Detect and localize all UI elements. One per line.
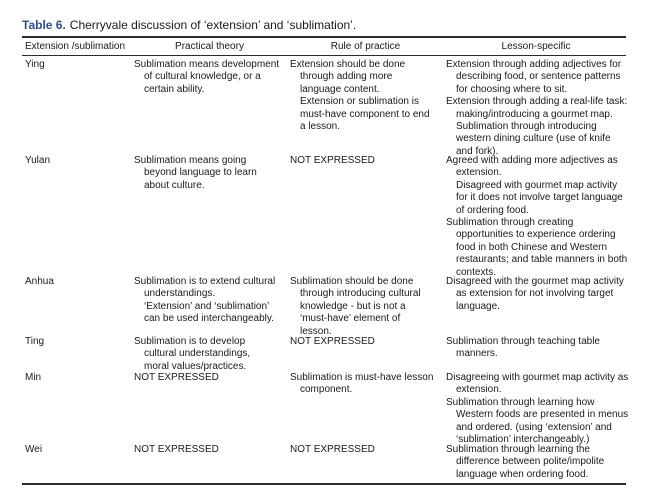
row-anhua-name: Anhua [25, 276, 54, 287]
row-wei-name: Wei [25, 444, 43, 455]
row-min-name: Min [25, 372, 42, 383]
row-anhua-practical: Sublimation is to extend cultural understandings. ‘Extension’ and ‘sublimation’ can be used interchangeably. [134, 276, 276, 325]
table-title: Cherryvale discussion of ‘extension’ and ‘sublimation’. [69, 18, 357, 32]
row-anhua-lesson: Disagreed with the gourmet map activity as extension for not involving target language. [446, 276, 624, 312]
row-wei-lesson: Sublimation through learning the difference between polite/impolite language when ordering food. [446, 444, 605, 480]
bottom-rule [22, 483, 626, 485]
row-min-rule: Sublimation is must-have lesson component. [290, 372, 434, 396]
header-rule [22, 55, 626, 56]
row-anhua-rule: Sublimation should be done through introducing cultural knowledge - but is not a ‘must-have’ element of lesson. [290, 276, 421, 337]
row-ying-rule: Extension should be done through adding more language content. Extension or sublimation is must-have component to end a lesson. [290, 59, 430, 133]
row-ying-name: Ying [25, 59, 45, 70]
top-rule [22, 36, 626, 38]
row-min-practical: NOT EXPRESSED [134, 372, 219, 383]
row-ting-practical: Sublimation is to develop cultural understandings, moral values/practices. [134, 336, 251, 372]
row-wei-practical: NOT EXPRESSED [134, 444, 219, 455]
row-ying-practical: Sublimation means development of cultural knowledge, or a certain ability. [134, 59, 280, 95]
table-label: Table 6. [22, 18, 66, 32]
row-yulan-name: Yulan [25, 155, 51, 166]
row-wei-rule: NOT EXPRESSED [290, 444, 375, 455]
header-practical-theory: Practical theory [175, 41, 244, 52]
row-yulan-practical: Sublimation means going beyond language to learn about culture. [134, 155, 257, 191]
row-ying-lesson: Extension through adding adjectives for describing food, or sentence patterns for choosing where to sit. Extension through adding a real-life task: making/introducing a gourmet map. Sublimation through introducing western dining culture (use of knife and fork). [446, 59, 628, 157]
row-ting-lesson: Sublimation through teaching table manners. [446, 336, 600, 360]
row-yulan-lesson: Agreed with adding more adjectives as extension. Disagreed with gourmet map activity for it does not involve target language of ordering food. Sublimation through creating opportunities to experience ordering food in both Chinese and Western restaurants; and table manners in both contexts. [446, 155, 628, 278]
row-min-lesson: Disagreeing with gourmet map activity as extension. Sublimation through learning how Western foods are presented in menus and ordered. (using ‘extension’ and ‘sublimation’ interchangeably.) [446, 372, 629, 446]
header-lesson-specific: Lesson-specific [501, 41, 571, 52]
header-rule-of-practice: Rule of practice [330, 41, 401, 52]
row-ting-name: Ting [25, 336, 45, 347]
row-ting-rule: NOT EXPRESSED [290, 336, 375, 347]
header-extension-sublimation: Extension /sublimation [25, 41, 126, 52]
table-caption [22, 18, 356, 32]
row-yulan-rule: NOT EXPRESSED [290, 155, 375, 166]
